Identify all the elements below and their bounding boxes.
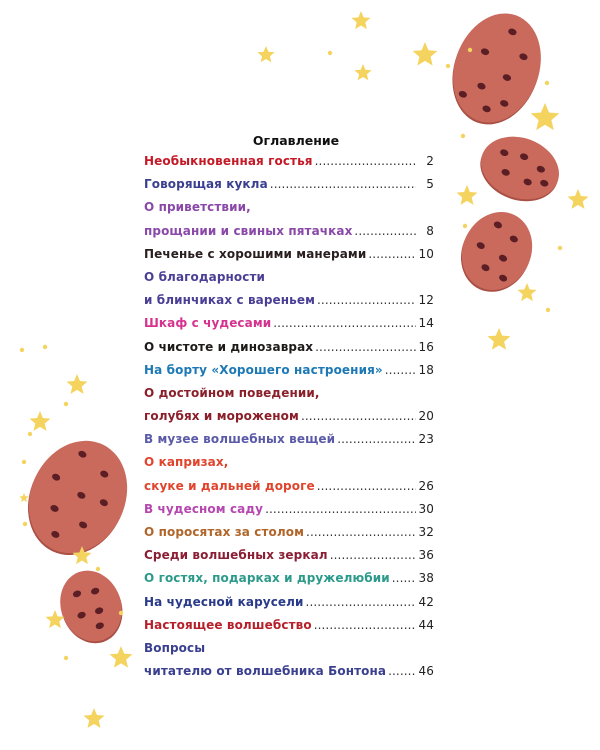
- toc-page-number: 10: [418, 246, 434, 261]
- toc-leader-dots: [385, 359, 416, 382]
- toc-entry-line: [144, 405, 434, 428]
- toc-entry-line: [144, 660, 434, 683]
- star-icon: [46, 610, 65, 628]
- cookie-illustration: [10, 425, 145, 572]
- toc-entry-title: Шкаф с чудесами: [144, 316, 272, 331]
- toc-entry-line: [144, 173, 434, 196]
- toc-entry: [144, 451, 434, 497]
- sparkle-dot: [64, 656, 68, 660]
- sparkle-dot: [328, 51, 332, 55]
- toc-entry: [144, 614, 434, 637]
- toc-leader-dots: [354, 220, 416, 243]
- toc-leader-dots: [265, 498, 416, 521]
- star-icon: [30, 411, 51, 431]
- toc-entry-line: [144, 521, 434, 544]
- toc-entry-line: [144, 428, 434, 451]
- star-icon: [67, 374, 88, 394]
- toc-entry: [144, 591, 434, 614]
- toc-entry-line: [144, 382, 434, 405]
- sparkle-dot: [22, 460, 26, 464]
- toc-page-number: 46: [418, 664, 434, 679]
- sparkle-dot: [446, 64, 450, 68]
- toc-leader-dots: [314, 614, 416, 637]
- toc-entry-line: [144, 359, 434, 382]
- toc-page-number: 14: [418, 316, 434, 331]
- toc-entry-line: [144, 196, 434, 219]
- toc-leader-dots: [315, 336, 416, 359]
- star-icon: [84, 708, 105, 728]
- toc-leader-dots: [337, 428, 416, 451]
- toc-entry: [144, 312, 434, 335]
- toc-entry-line: [144, 336, 434, 359]
- toc-entry: [144, 382, 434, 428]
- toc-entry-title: О достойном поведении,: [144, 385, 320, 400]
- toc-entry: [144, 544, 434, 567]
- toc-entry: [144, 336, 434, 359]
- toc-page-number: 38: [418, 571, 434, 586]
- toc-entry-title: и блинчиках с вареньем: [144, 293, 315, 308]
- toc-leader-dots: [317, 289, 416, 312]
- sparkle-dot: [461, 134, 465, 138]
- toc-entry-title: О поросятах за столом: [144, 525, 305, 539]
- star-icon: [354, 64, 371, 80]
- toc-page-number: 20: [418, 409, 434, 424]
- star-icon: [257, 46, 274, 62]
- sparkle-dot: [558, 246, 562, 250]
- toc-leader-dots: [270, 173, 416, 196]
- toc-page-number: 12: [418, 293, 434, 308]
- toc-entry-line: [144, 243, 434, 266]
- toc-entry-title: О гостях, подарках и дружелюбии: [144, 571, 390, 586]
- sparkle-dot: [96, 567, 100, 571]
- toc-entry: [144, 173, 434, 196]
- toc-entry-title: На борту «Хорошего настроения»: [144, 362, 383, 377]
- toc-entry-title: прощании и свиных пятачках: [144, 223, 353, 238]
- toc-entry: [144, 266, 434, 312]
- toc-leader-dots: [388, 660, 416, 683]
- toc-entry: [144, 243, 434, 266]
- toc-page-number: 5: [426, 177, 434, 192]
- toc-entry-line: [144, 220, 434, 243]
- toc-entry-line: [144, 266, 434, 289]
- toc-entry-line: [144, 498, 434, 521]
- star-icon: [413, 42, 438, 66]
- toc-entry-line: [144, 289, 434, 312]
- toc-entry-line: [144, 312, 434, 335]
- star-icon: [19, 493, 29, 502]
- toc-entry-line: [144, 475, 434, 498]
- toc-entry-title: О капризах,: [144, 455, 229, 470]
- toc-entry-line: [144, 544, 434, 567]
- toc-entry-title: На чудесной карусели: [144, 594, 304, 609]
- toc-leader-dots: [273, 312, 416, 335]
- toc-entry-title: голубях и мороженом: [144, 409, 299, 424]
- star-icon: [518, 283, 537, 301]
- sparkle-dot: [64, 402, 68, 406]
- toc-entry: [144, 428, 434, 451]
- toc-page-number: 26: [418, 478, 434, 493]
- sparkle-dot: [43, 345, 47, 349]
- sparkle-dot: [23, 522, 27, 526]
- sparkle-dot: [545, 81, 549, 85]
- toc-page-number: 2: [426, 154, 434, 168]
- toc-entry-title: читателю от волшебника Бонтона: [144, 664, 387, 679]
- toc-leader-dots: [368, 243, 416, 266]
- toc-entry-title: скуке и дальней дороге: [144, 478, 315, 493]
- toc-entry-line: [144, 150, 434, 173]
- toc-entry: [144, 196, 434, 242]
- toc-entry-title: О чистоте и динозаврах: [144, 339, 314, 354]
- toc-entry-title: Настоящее волшебство: [144, 617, 312, 632]
- toc-entry-line: [144, 451, 434, 474]
- sparkle-dot: [20, 348, 24, 352]
- star-icon: [568, 189, 589, 209]
- sparkle-dot: [28, 432, 32, 436]
- sparkle-dot: [468, 48, 472, 52]
- star-icon: [352, 11, 371, 29]
- toc-entry-line: [144, 567, 434, 590]
- toc-entry-title: О благодарности: [144, 269, 266, 284]
- toc-entry-line: [144, 614, 434, 637]
- toc-leader-dots: [306, 591, 416, 614]
- toc-leader-dots: [315, 150, 416, 173]
- table-of-contents: [144, 133, 434, 683]
- cookie-illustration: [50, 562, 132, 652]
- star-icon: [457, 185, 478, 205]
- toc-entry-line: [144, 637, 434, 660]
- cookie-illustration: [471, 126, 567, 212]
- toc-leader-dots: [317, 475, 416, 498]
- toc-entry-title: Печенье с хорошими манерами: [144, 246, 367, 261]
- toc-entry-title: Среди волшебных зеркал: [144, 548, 328, 563]
- sparkle-dot: [463, 224, 467, 228]
- star-icon: [531, 103, 560, 130]
- toc-page-number: 42: [418, 594, 434, 609]
- star-icon: [110, 646, 133, 668]
- toc-entry-title: Вопросы: [144, 640, 206, 655]
- toc-entry-title: В чудесном саду: [144, 501, 264, 516]
- toc-page-number: 32: [418, 525, 434, 539]
- toc-entry-title: Говорящая кукла: [144, 177, 268, 192]
- sparkle-dot: [546, 308, 550, 312]
- toc-entry: [144, 567, 434, 590]
- toc-page-number: 36: [418, 548, 434, 563]
- toc-entry: [144, 150, 434, 173]
- toc-leader-dots: [301, 405, 416, 428]
- toc-entry: [144, 359, 434, 382]
- toc-page-number: 18: [418, 362, 434, 377]
- toc-page-number: 44: [418, 617, 434, 632]
- toc-entry: [144, 498, 434, 521]
- toc-entry-title: О приветствии,: [144, 200, 251, 215]
- toc-leader-dots: [330, 544, 416, 567]
- toc-title: Оглавление: [252, 133, 340, 148]
- toc-page-number: 16: [418, 339, 434, 354]
- toc-entry-title: В музее волшебных вещей: [144, 432, 336, 447]
- toc-entry: [144, 521, 434, 544]
- toc-entry: [144, 637, 434, 683]
- toc-leader-dots: [306, 521, 416, 544]
- toc-entries: [144, 150, 434, 683]
- cookie-illustration: [448, 200, 544, 303]
- toc-page-number: 8: [426, 223, 434, 238]
- toc-leader-dots: [392, 567, 416, 590]
- sparkle-dot: [119, 611, 123, 615]
- toc-page-number: 23: [418, 432, 434, 447]
- toc-entry-line: [144, 591, 434, 614]
- toc-page-number: 30: [418, 501, 434, 516]
- toc-entry-title: Необыкновенная гостья: [144, 154, 313, 168]
- star-icon: [488, 328, 511, 350]
